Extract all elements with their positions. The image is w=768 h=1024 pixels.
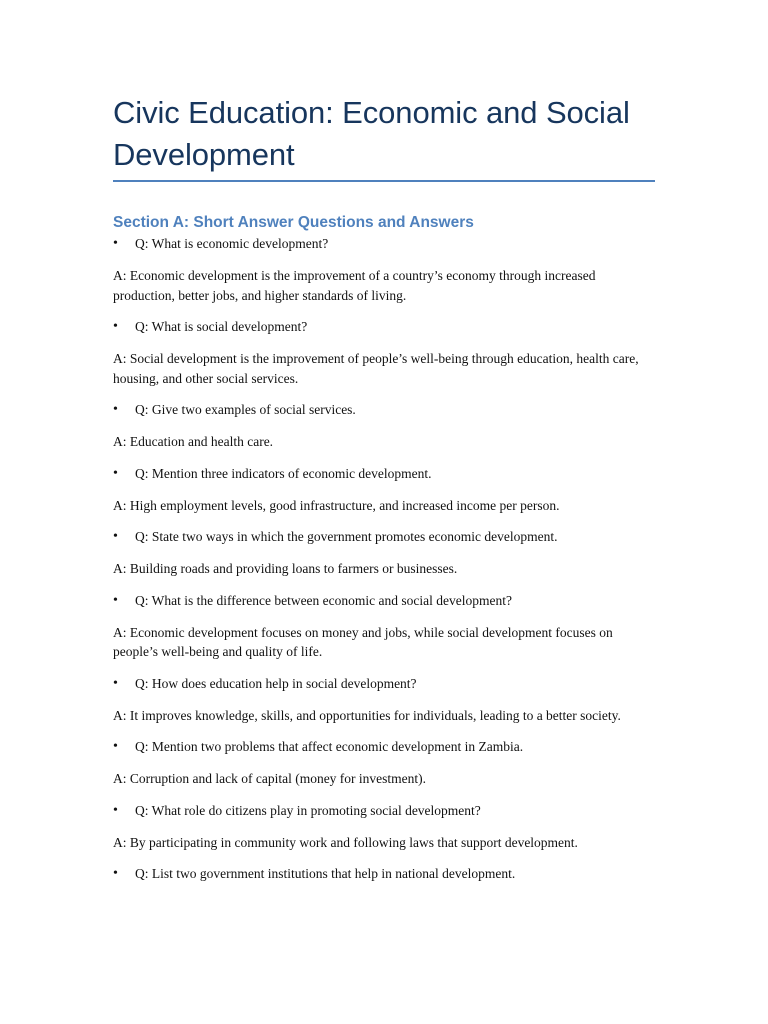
answer-text: A: Economic development is the improvement of a country’s economy through increased production, better jobs, and higher standards of living.: [113, 268, 596, 303]
question: [113, 527, 655, 547]
answer-text: A: It improves knowledge, skills, and opportunities for individuals, leading to a better society.: [113, 707, 621, 723]
list-item: [113, 527, 655, 579]
question: [113, 864, 655, 884]
bullet-icon: •: [113, 592, 118, 608]
question-text: Q: Mention three indicators of economic development.: [135, 465, 432, 481]
answer-text: A: By participating in community work and following laws that support development.: [113, 834, 578, 850]
list-item: [113, 801, 655, 853]
list-item: [113, 317, 655, 388]
list-item: [113, 737, 655, 789]
section-heading: Section A: Short Answer Questions and Answers: [113, 214, 474, 231]
bullet-icon: •: [113, 866, 118, 881]
list-item: [113, 864, 655, 884]
question-text: Q: List two government institutions that help in national development.: [135, 866, 516, 881]
list-item: [113, 234, 655, 305]
qa-list: [113, 234, 655, 884]
title-underline: [113, 180, 655, 182]
question: [113, 317, 655, 337]
question: [113, 400, 655, 420]
answer-text: A: Education and health care.: [113, 434, 274, 449]
list-item: [113, 464, 655, 516]
question: [113, 801, 655, 821]
answer-text: A: High employment levels, good infrastructure, and increased income per person.: [113, 497, 560, 513]
question-text: Q: Give two examples of social services.: [135, 402, 356, 417]
question-text: Q: Mention two problems that affect economic development in Zambia.: [135, 739, 524, 754]
bullet-icon: •: [113, 529, 118, 544]
answer-text: A: Social development is the improvement of people’s well-being through education, health care, housing, and other social services.: [113, 351, 639, 386]
bullet-icon: •: [113, 465, 118, 481]
question: [113, 464, 655, 484]
question: [113, 674, 655, 694]
bullet-icon: •: [113, 675, 118, 691]
question-text: Q: How does education help in social development?: [135, 675, 417, 691]
page-title: Civic Education: Economic and Social Development: [113, 95, 630, 172]
bullet-icon: •: [113, 739, 118, 754]
question-text: Q: What is social development?: [135, 319, 308, 334]
question: [113, 591, 655, 611]
question-text: Q: What is economic development?: [135, 236, 329, 251]
answer-text: A: Building roads and providing loans to farmers or businesses.: [113, 561, 458, 576]
bullet-icon: •: [113, 236, 118, 251]
bullet-icon: •: [113, 319, 118, 334]
question: [113, 234, 655, 254]
list-item: [113, 400, 655, 452]
list-item: [113, 674, 655, 726]
answer-text: A: Economic development focuses on money and jobs, while social development focuses on people’s well-being and quality of life.: [113, 624, 613, 659]
answer-text: A: Corruption and lack of capital (money for investment).: [113, 771, 427, 786]
question-text: Q: What role do citizens play in promoting social development?: [135, 802, 481, 818]
bullet-icon: •: [113, 402, 118, 417]
document-page: [113, 0, 655, 884]
list-item: [113, 591, 655, 662]
question-text: Q: What is the difference between economic and social development?: [135, 592, 512, 608]
question-text: Q: State two ways in which the government promotes economic development.: [135, 529, 558, 544]
bullet-icon: •: [113, 802, 118, 818]
question: [113, 737, 655, 757]
